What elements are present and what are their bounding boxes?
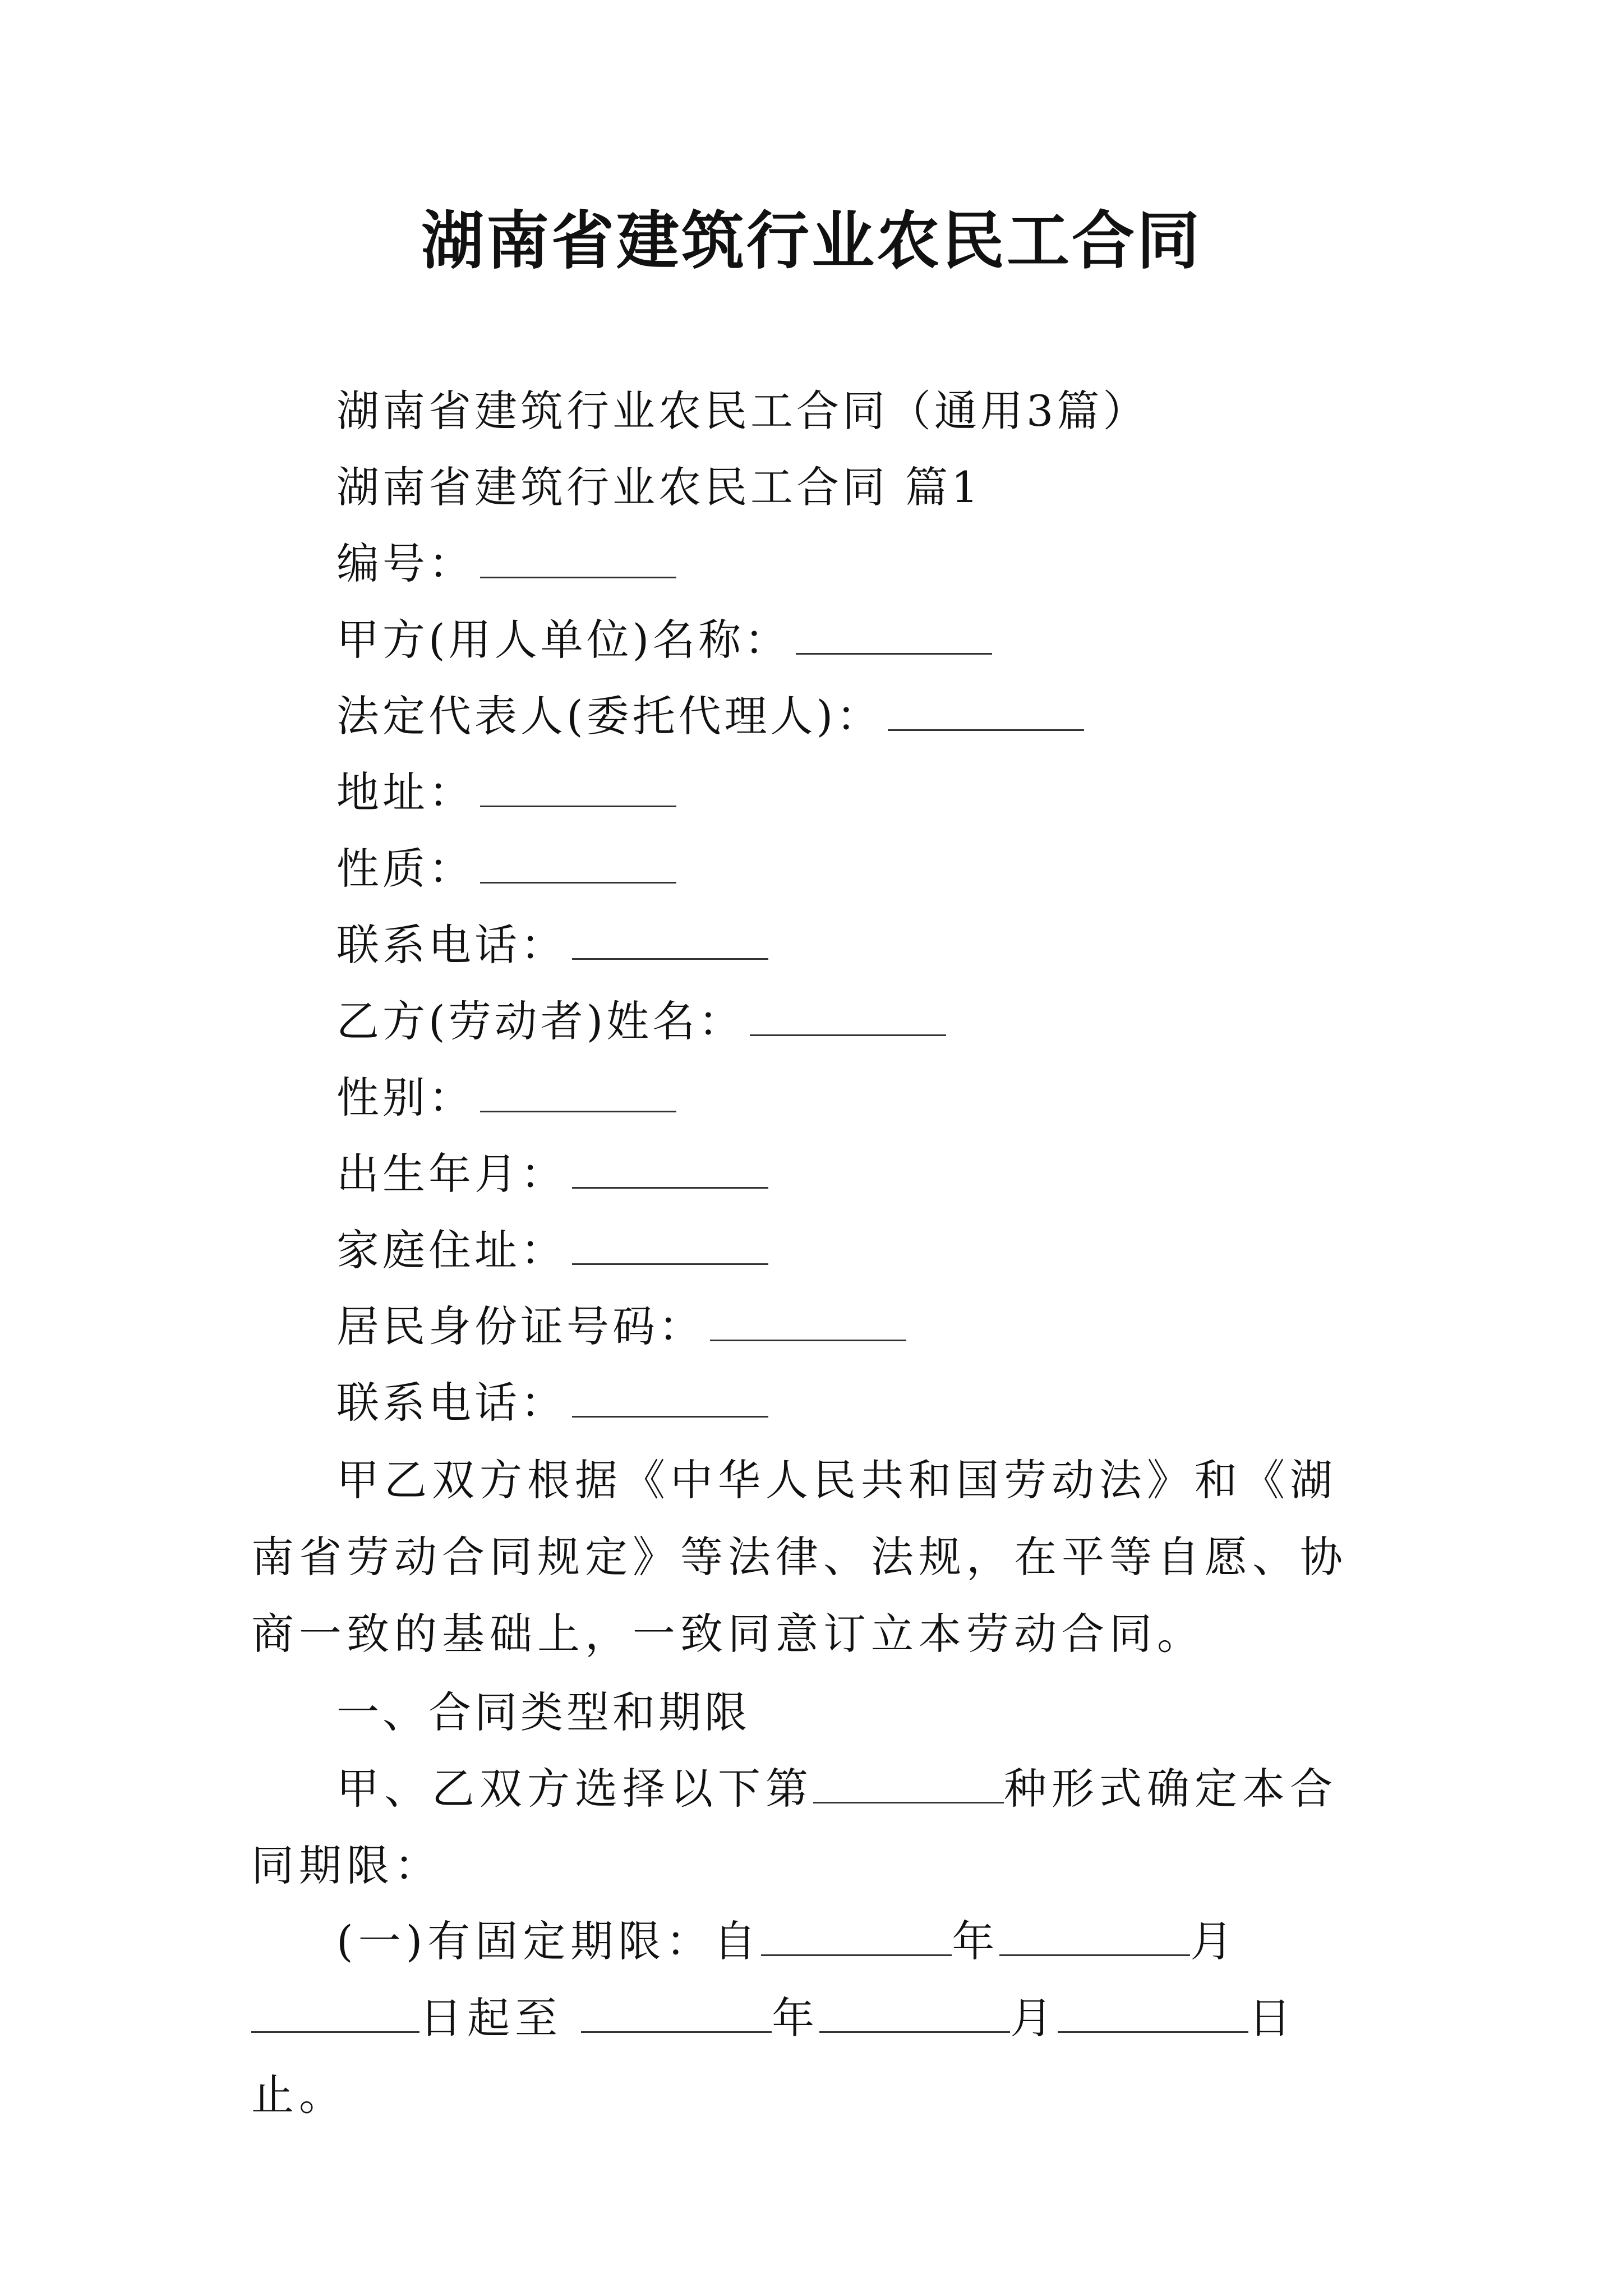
- blank-line: [572, 1382, 768, 1418]
- field-label: 甲方(用人单位)名称：: [336, 615, 791, 665]
- field-party-a-name: [336, 612, 992, 668]
- blank-line: [796, 619, 992, 655]
- field-home-address: [336, 1222, 768, 1278]
- field-label: 地址：: [336, 767, 474, 817]
- field-label: 联系电话：: [336, 920, 566, 970]
- field-id-number: [336, 1299, 906, 1355]
- field-birth: [336, 1146, 768, 1202]
- document-subtitle: 湖南省建筑行业农民工合同（通用3篇）: [336, 386, 1149, 436]
- field-phone-b: [336, 1375, 768, 1431]
- field-party-b-name: [336, 993, 946, 1050]
- field-phone-a: [336, 917, 768, 973]
- field-label: 法定代表人(委托代理人)：: [336, 691, 883, 741]
- blank-line: [572, 1153, 768, 1189]
- field-nature: [336, 841, 676, 897]
- blank-line: [750, 1001, 946, 1036]
- blank-line: [251, 1998, 419, 2033]
- field-label: 出生年月：: [336, 1149, 566, 1199]
- term-choice-after: 种形式确定本合同期限：: [251, 1764, 1338, 1890]
- blank-line: [480, 543, 676, 578]
- month-label: 月: [1010, 1993, 1058, 2043]
- field-label: 编号：: [336, 539, 474, 588]
- blank-line: [819, 1998, 1010, 2033]
- field-label: 居民身份证号码：: [336, 1301, 704, 1351]
- blank-line: [581, 1998, 772, 2033]
- section-1-heading: 一、合同类型和期限: [336, 1687, 750, 1737]
- day-end-label: 日止。: [251, 1993, 1297, 2120]
- year-label: 年: [772, 1993, 820, 2043]
- blank-line: [710, 1306, 906, 1341]
- blank-line: [813, 1768, 1004, 1803]
- blank-line: [480, 848, 676, 884]
- month-label: 月: [1190, 1916, 1238, 1966]
- blank-line: [480, 1077, 676, 1112]
- field-address: [336, 765, 676, 821]
- blank-line: [572, 924, 768, 960]
- day-start-label: 日起至: [419, 1993, 562, 2043]
- field-legal-rep: [336, 688, 1084, 744]
- field-label: 性质：: [336, 844, 474, 894]
- field-label: 乙方(劳动者)姓名：: [336, 996, 745, 1046]
- field-gender: [336, 1070, 676, 1126]
- document-title: 湖南省建筑行业农民工合同: [421, 204, 1202, 278]
- blank-line: [572, 1230, 768, 1265]
- blank-line: [480, 772, 676, 807]
- term-choice-paragraph: [251, 1750, 1378, 1904]
- blank-line: [761, 1921, 952, 1956]
- blank-line: [999, 1921, 1190, 1956]
- intro-paragraph: 甲乙双方根据《中华人民共和国劳动法》和《湖南省劳动合同规定》等法律、法规，在平等自愿、协商一致的基础上，一致同意订立本劳动合同。: [251, 1455, 1348, 1659]
- blank-line: [1058, 1998, 1248, 2033]
- field-label: 家庭住址：: [336, 1225, 566, 1275]
- fixed-term-prefix: (一)有固定期限：自: [336, 1916, 762, 1966]
- field-label: 联系电话：: [336, 1378, 566, 1428]
- field-label: 性别：: [336, 1073, 474, 1122]
- section-title: 湖南省建筑行业农民工合同 篇1: [336, 462, 982, 512]
- term-choice-before: 甲、乙双方选择以下第: [336, 1764, 813, 1814]
- year-label: 年: [952, 1916, 1000, 1966]
- fixed-term-paragraph: [251, 1903, 1378, 2133]
- blank-line: [888, 696, 1084, 731]
- field-number: [336, 536, 676, 592]
